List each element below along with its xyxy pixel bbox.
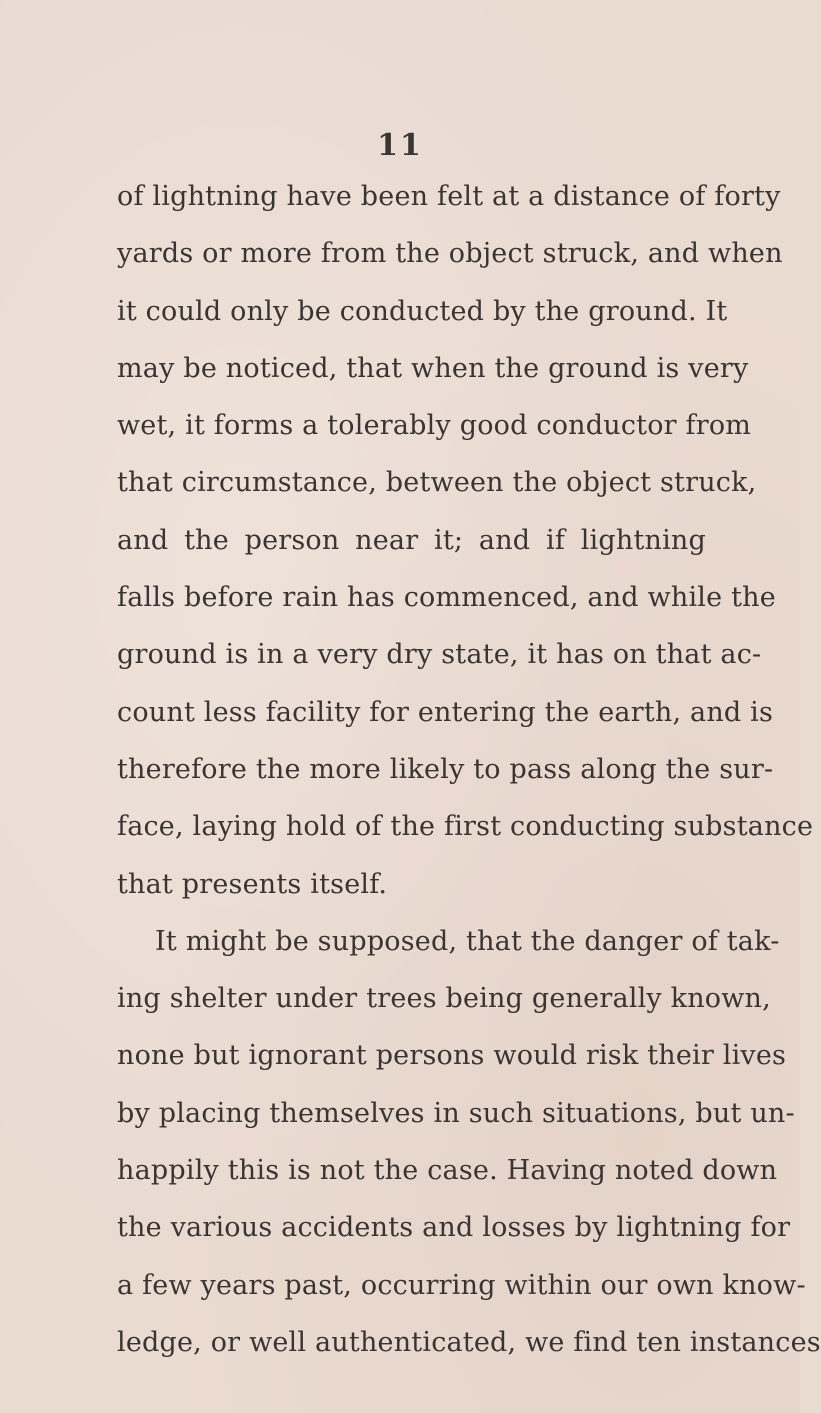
text-line: It might be supposed, that the danger of tak- xyxy=(155,925,780,957)
text-line: yards or more from the object struck, and when xyxy=(117,238,783,270)
text-line: of lightning have been felt at a distance of forty xyxy=(117,181,781,212)
text-line: and the person near it; and if lightning xyxy=(117,524,706,556)
text-line: by placing themselves in such situations, but un- xyxy=(117,1097,795,1129)
text-line: falls before rain has commenced, and while the xyxy=(117,582,776,614)
text-line: that circumstance, between the object struck, xyxy=(117,467,757,499)
text-line: wet, it forms a tolerably good conductor from xyxy=(117,410,752,442)
text-line: a few years past, occurring within our own know- xyxy=(117,1269,806,1301)
text-line: ing shelter under trees being generally known, xyxy=(117,983,771,1015)
page-number: 11 xyxy=(377,128,423,163)
body-text xyxy=(117,168,821,1371)
text-line: ledge, or well authenticated, we find ten instances xyxy=(117,1326,821,1358)
text-line: count less facility for entering the earth, and is xyxy=(117,696,774,728)
text-line: that presents itself. xyxy=(117,868,388,900)
text-line: it could only be conducted by the ground. It xyxy=(117,295,728,327)
text-line: happily this is not the case. Having noted down xyxy=(117,1155,778,1187)
text-line: the various accidents and losses by lightning for xyxy=(117,1212,791,1244)
text-line: may be noticed, that when the ground is very xyxy=(117,352,749,384)
text-line: ground is in a very dry state, it has on that ac- xyxy=(117,639,762,671)
text-line: therefore the more likely to pass along the sur- xyxy=(117,753,774,785)
text-line: face, laying hold of the first conducting substance xyxy=(117,811,814,843)
text-line: none but ignorant persons would risk their lives xyxy=(117,1040,787,1072)
